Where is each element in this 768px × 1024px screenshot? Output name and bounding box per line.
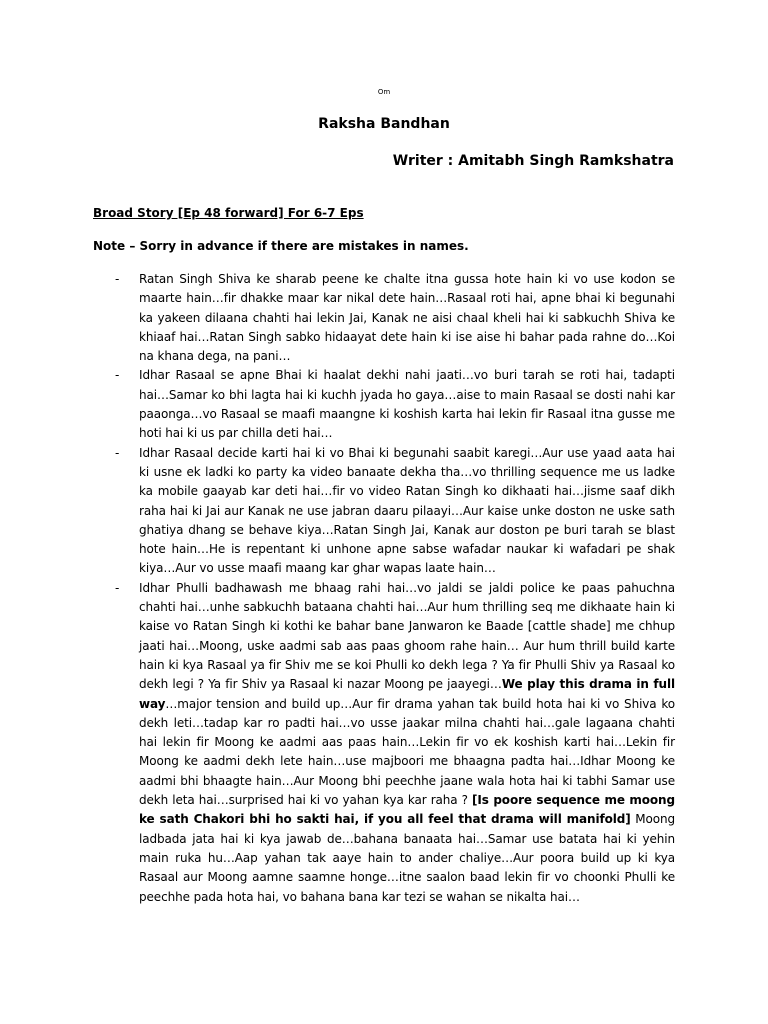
bullet-dash: - [115,368,120,383]
story-point-3 [115,444,675,579]
story-point-1 [115,270,675,366]
bullet-dash: - [115,445,120,460]
story-point-text: Idhar Phulli badhawash me bhaag rahi hai…vo jaldi se jaldi police ke paas pahuchna chahti hai…unhe sabkuchh bataana chahti hai…Aur hum thrilling seq me dikhaate hain ki kaise vo Ratan Singh ki kothi ke bahar bane Janwaron ke Baade [cattle shade] me chhup jaati hai…Moong, uske aadmi sab aas paas ghoom rahe hain… Aur hum thrill build karte hain ki kya Rasaal ya fir Shiv me se koi Phulli ko dekh lega ? Ya fir Phulli Shiv ya Rasaal ko dekh legi ? Ya fir Shiv ya Rasaal ki nazar Moong pe jaayegi… [139,580,675,692]
story-point-2 [115,366,675,443]
story-point-list [115,270,675,907]
document-title: Raksha Bandhan [318,116,450,132]
broad-story-heading: Broad Story [Ep 48 forward] For 6-7 Eps [93,206,364,220]
story-point-text: Idhar Rasaal decide karti hai ki vo Bhai ki begunahi saabit karegi…Aur use yaad aata hai ki usne ek ladki ko party ka video banaate dekha tha…vo thrilling sequence me us ladke ka mobile gaayab kar deti hai…fir vo video Ratan Singh ko dikhaati hai…jisme saaf dikh raha hai ki Jai aur Kanak ne use jabran daaru pilaayi…Aur kaise unke doston ne uske sath ghatiya dhang se behave kiya…Ratan Singh Jai, Kanak aur doston pe buri tarah se blast hote hain…He is repentant ki unhone apne sabse wafadar naukar ki wafadari pe shak kiya…Aur vo usse maafi maang kar ghar wapas laate hain… [139,445,675,576]
story-point-4 [115,579,675,907]
story-point-text: Idhar Rasaal se apne Bhai ki haalat dekhi nahi jaati…vo buri tarah se roti hai, tadapti hai…Samar ko bhi lagta hai ki kuchh jyada ho gaya…aise to main Rasaal se dosti nahi kar paaonga…vo Rasaal se maafi maangne ki koshish karta hai lekin fir Rasaal itna gusse me hoti hai ki us par chilla deti hai… [139,368,675,441]
note-line: Note – Sorry in advance if there are mistakes in names. [93,239,469,253]
writer-credit: Writer : Amitabh Singh Ramkshatra [392,153,674,169]
story-point-text: Ratan Singh Shiva ke sharab peene ke chalte itna gussa hote hain ki vo use kodon se maarte hain…fir dhakke maar kar nikal dete hain…Rasaal roti hai, apne bhai ki begunahi ka yakeen dilaana chahti hai lekin Jai, Kanak ne aisi chaal kheli hai ki sabkuchh Shiva ke khiaaf hai…Ratan Singh sabko hidaayat dete hain ki ise aise hi bahar pada rahne do…Koi na khana dega, na pani… [139,272,675,364]
bullet-dash: - [115,580,120,595]
story-point-bold-text: [Is poore sequence me moong ke sath Chakori bhi ho sakti hai, if you all feel that drama will manifold] [139,793,675,827]
om-heading: Om [377,88,391,96]
story-point-text: …major tension and build up…Aur fir drama yahan tak build hota hai ki vo Shiva ko dekh leti…tadap kar ro padti hai…vo usse jaakar milna chahti hai…gale lagaana chahti hai lekin fir Moong ke aadmi aas paas hain…Lekin fir vo ek koshish karti hai…Lekin fir Moong ke aadmi dekh lete hain…use majboori me bhaagna padta hai…Idhar Moong ke aadmi bhi bhaagte hain…Aur Moong bhi peechhe jaane wala hota hai ki tabhi Samar use dekh leta hai…surprised hai ki vo yahan kya kar raha ? [139,696,675,808]
bullet-dash: - [115,272,120,286]
story-point-bold-text: We play this drama in full way [139,677,675,711]
story-point-text: Moong ladbada jata hai ki kya jawab de…bahana banaata hai…Samar use batata hai ki yehin main ruka hu…Aap yahan tak aaye hain to ander chaliye…Aur poora build up ki kya Rasaal aur Moong aamne saamne honge…itne saalon baad lekin fir vo choonki Phulli ke peechhe pada hota hai, vo bahana bana kar tezi se wahan se nikalta hai… [139,812,675,904]
